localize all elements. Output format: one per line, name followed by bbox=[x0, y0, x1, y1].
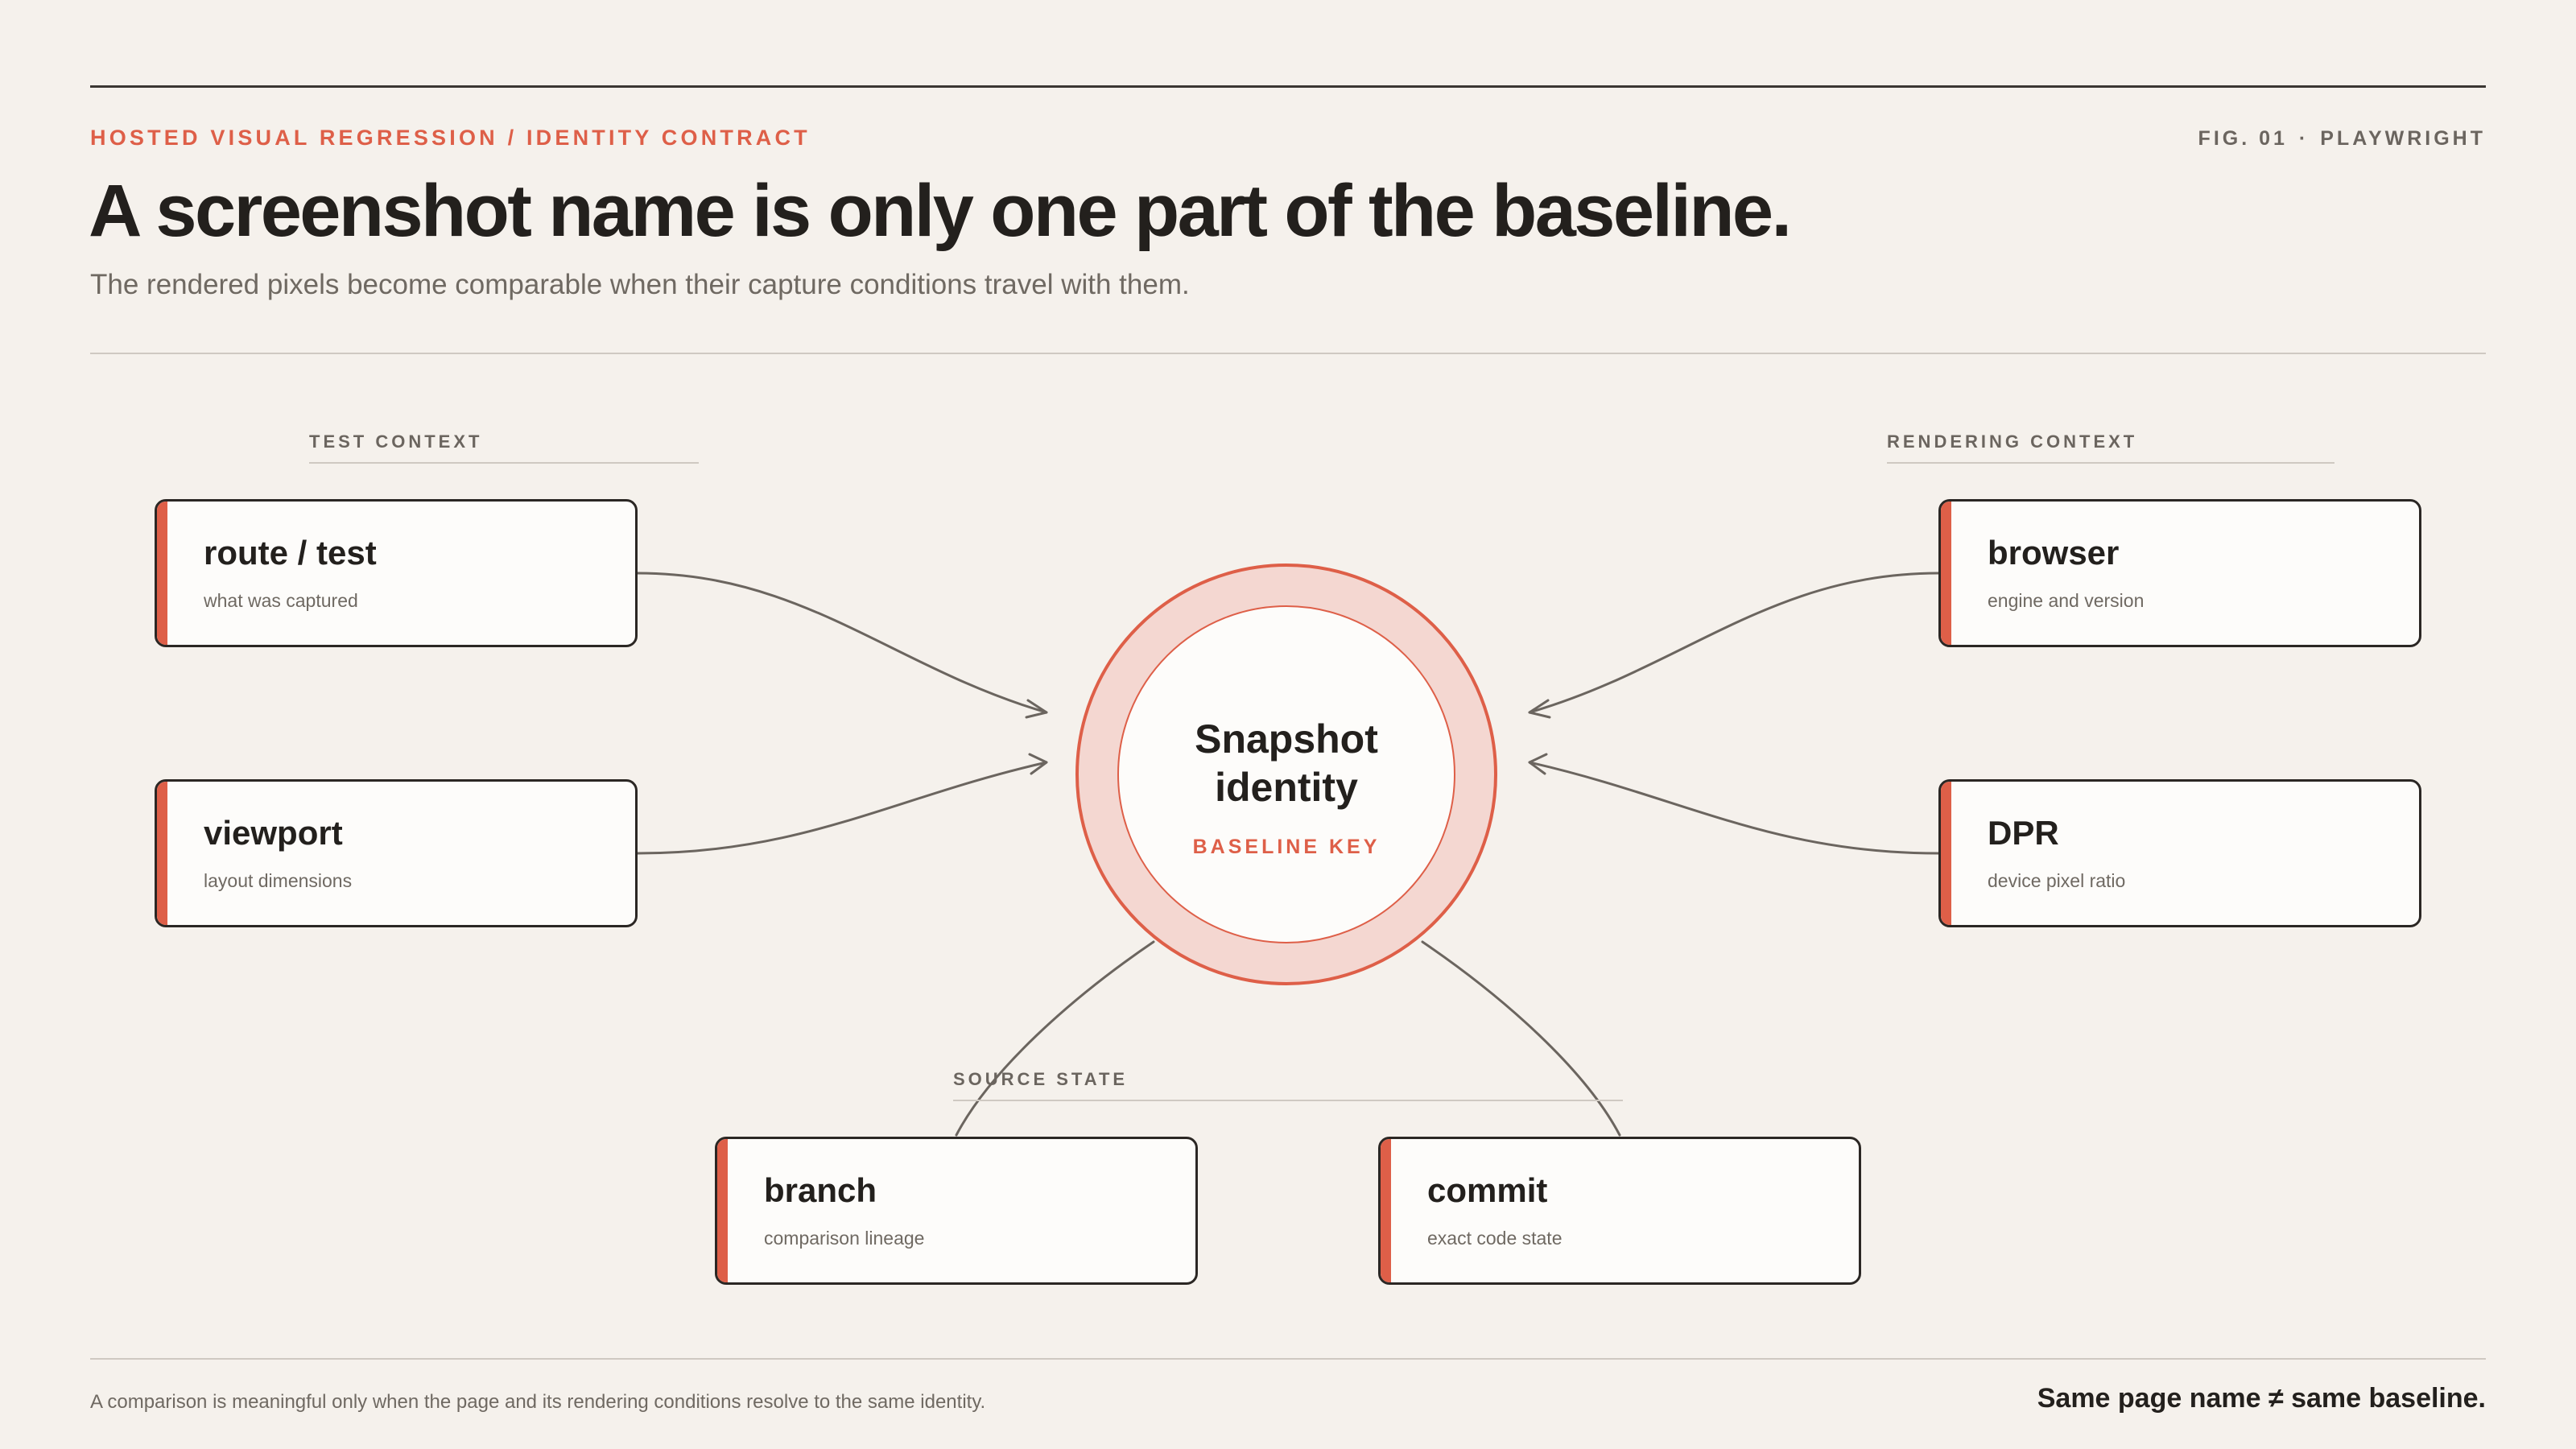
node-subtitle: layout dimensions bbox=[204, 870, 353, 891]
node-title: commit bbox=[1427, 1171, 1548, 1209]
connector-branch bbox=[956, 942, 1154, 1135]
hub-title bbox=[1117, 715, 1455, 811]
node-commit bbox=[1378, 1137, 1861, 1285]
node-accent-bar bbox=[1941, 502, 1951, 645]
hub-label: BASELINE KEY bbox=[1192, 836, 1381, 858]
footer-note: A comparison is meaningful only when the page and its rendering conditions resolve to the same identity. bbox=[90, 1391, 986, 1413]
node-viewport bbox=[155, 779, 638, 927]
node-accent-bar bbox=[157, 782, 167, 925]
node-subtitle: exact code state bbox=[1427, 1228, 1563, 1249]
node-title: branch bbox=[764, 1171, 877, 1209]
node-subtitle: comparison lineage bbox=[764, 1228, 925, 1249]
section-rule-source-state bbox=[953, 1100, 1623, 1101]
section-rule-rendering-context bbox=[1887, 462, 2334, 464]
figure-number: FIG. 01 bbox=[2198, 127, 2288, 150]
section-label-test-context: TEST CONTEXT bbox=[309, 431, 483, 452]
footer-claim: Same page name ≠ same baseline. bbox=[2037, 1383, 2486, 1414]
connector-viewport bbox=[638, 762, 1046, 853]
connector-dpr bbox=[1530, 762, 1938, 853]
node-accent-bar bbox=[1941, 782, 1951, 925]
node-browser bbox=[1938, 499, 2421, 647]
connector-route-test bbox=[638, 573, 1046, 712]
figure-tool: PLAYWRIGHT bbox=[2320, 127, 2486, 150]
page-title: A screenshot name is only one part of the baseline. bbox=[89, 170, 1790, 252]
page-subtitle: The rendered pixels become comparable when their capture conditions travel with them. bbox=[90, 269, 1190, 300]
section-rule-test-context bbox=[309, 462, 699, 464]
node-title: DPR bbox=[1988, 814, 2059, 852]
hub-title-line-2: identity bbox=[1215, 765, 1358, 810]
node-title: viewport bbox=[204, 814, 343, 852]
connector-commit bbox=[1422, 942, 1620, 1135]
node-accent-bar bbox=[1381, 1139, 1391, 1282]
section-label-rendering-context: RENDERING CONTEXT bbox=[1887, 431, 2138, 452]
node-subtitle: what was captured bbox=[204, 590, 358, 611]
eyebrow: HOSTED VISUAL REGRESSION / IDENTITY CONTRACT bbox=[90, 126, 811, 150]
node-subtitle: device pixel ratio bbox=[1988, 870, 2126, 891]
node-dpr bbox=[1938, 779, 2421, 927]
node-route-test bbox=[155, 499, 638, 647]
node-accent-bar bbox=[717, 1139, 728, 1282]
section-label-source-state: SOURCE STATE bbox=[953, 1069, 1129, 1089]
node-subtitle: engine and version bbox=[1988, 590, 2145, 611]
node-branch bbox=[715, 1137, 1198, 1285]
node-accent-bar bbox=[157, 502, 167, 645]
node-title: browser bbox=[1988, 534, 2120, 572]
node-title: route / test bbox=[204, 534, 377, 572]
hub-title-line-1: Snapshot bbox=[1195, 716, 1378, 762]
figure-separator: · bbox=[2298, 127, 2310, 150]
connector-browser bbox=[1530, 573, 1938, 712]
